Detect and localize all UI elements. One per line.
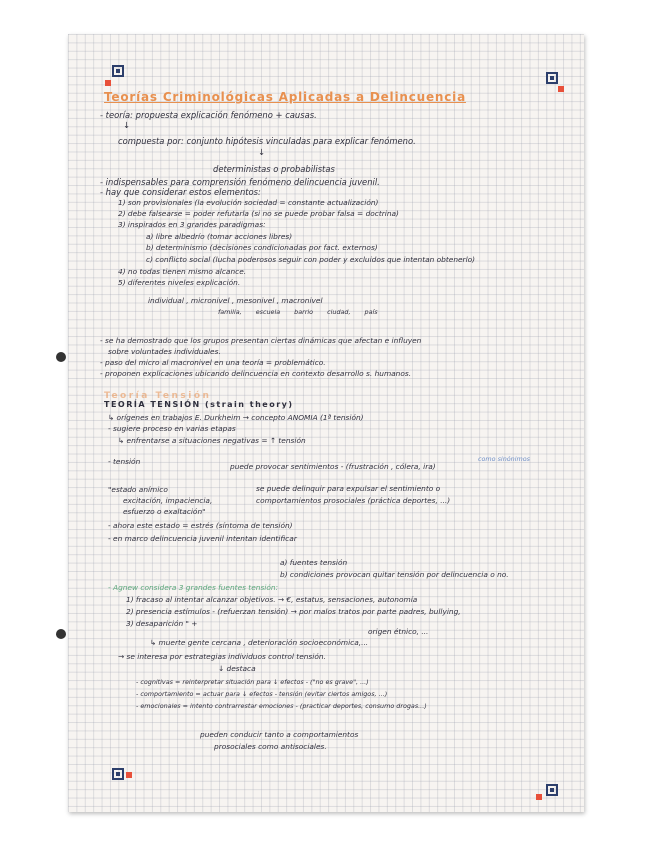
note-line: excitación, impaciencia, (123, 496, 213, 505)
note-line: c) conflicto social (lucha poderosos seguir con poder y excluidos que intentan obtenerlo) (146, 255, 476, 264)
section-heading: TEORÍA TENSIÓN (strain theory) (104, 400, 294, 409)
note-line: se puede delinquir para expulsar el sentimiento o (256, 484, 441, 493)
note-line: familia, escuela barrio ciudad, país (218, 308, 378, 316)
note-line: - paso del micro al macronivel en una teoría = problemático. (100, 358, 326, 367)
note-line: puede provocar sentimientos - (frustración , cólera, ira) (230, 462, 436, 471)
binder-ring (56, 629, 66, 639)
note-line: "estado anímico (108, 485, 168, 494)
note-line: prosociales como antisociales. (214, 742, 327, 751)
note-line: - indispensables para comprensión fenómeno delincuencia juvenil. (100, 177, 380, 187)
note-line: ↳ enfrentarse a situaciones negativas = ↑ tensión (118, 436, 306, 445)
note-line: origen étnico, ... (368, 627, 429, 636)
note-line: - Agnew considera 3 grandes fuentes tensión: (108, 583, 279, 592)
arrow: ↓ (123, 120, 131, 130)
note-line: - teoría: propuesta explicación fenómeno + causas. (100, 110, 317, 120)
note-line: 4) no todas tienen mismo alcance. (118, 267, 247, 276)
note-line: compuesta por: conjunto hipótesis vinculadas para explicar fenómeno. (118, 136, 416, 146)
notebook-page (68, 34, 584, 812)
page-title: Teorías Criminológicas Aplicadas a Delincuencia (104, 90, 466, 104)
arrow: ↓ (258, 147, 266, 157)
note-line: - tensión (108, 457, 141, 466)
note-line: b) determinismo (decisiones condicionadas por fact. externos) (146, 243, 378, 252)
note-line: esfuerzo o exaltación" (123, 507, 206, 516)
note-line: 1) son provisionales (la evolución sociedad = constante actualización) (118, 198, 379, 207)
binder-ring (56, 352, 66, 362)
section-heading-shadow: Teoría Tensión (104, 391, 212, 401)
note-line: pueden conducir tanto a comportamientos (200, 730, 359, 739)
note-line: - sugiere proceso en varias etapas (108, 424, 236, 433)
note-line: sobre voluntades individuales. (108, 347, 221, 356)
corner-dot (536, 794, 542, 800)
side-note: como sinónimos (478, 455, 530, 463)
corner-mark-top-right (546, 72, 558, 84)
note-line: comportamientos prosociales (práctica deportes, ...) (256, 496, 451, 505)
corner-mark-bottom-left (112, 768, 124, 780)
note-line: 3) inspirados en 3 grandes paradigmas: (118, 220, 266, 229)
note-line: a) fuentes tensión (280, 558, 348, 567)
note-line: 5) diferentes niveles explicación. (118, 278, 241, 287)
note-line: 2) debe falsearse = poder refutarla (si no se puede probar falsa = doctrina) (118, 209, 399, 218)
note-line: b) condiciones provocan quitar tensión por delincuencia o no. (280, 570, 509, 579)
note-line: - emocionales = intento contrarrestar emociones - (practicar deportes, consumo drogas...) (136, 702, 427, 710)
note-line: 3) desaparición " + (126, 619, 198, 628)
note-line: - hay que considerar estos elementos: (100, 187, 261, 197)
note-line: → se interesa por estrategias individuos control tensión. (118, 652, 326, 661)
note-line: a) libre albedrío (tomar acciones libres) (146, 232, 293, 241)
note-line: - ahora este estado = estrés (síntoma de tensión) (108, 521, 293, 530)
corner-dot (126, 772, 132, 778)
corner-dot (105, 80, 111, 86)
note-line: deterministas o probabilistas (213, 164, 335, 174)
note-line: ↓ destaca (218, 664, 256, 673)
corner-mark-bottom-right (546, 784, 558, 796)
note-line: ↳ muerte gente cercana , deterioración socioeconómica,... (150, 638, 369, 647)
corner-dot (558, 86, 564, 92)
note-line: - comportamiento = actuar para ↓ efectos - tensión (evitar ciertos amigos, ...) (136, 690, 388, 698)
note-line: - se ha demostrado que los grupos presentan ciertas dinámicas que afectan e influyen (100, 336, 422, 345)
note-line: 2) presencia estímulos - (refuerzan tensión) → por malos tratos por parte padres, bullying, (126, 607, 461, 616)
note-line: - en marco delincuencia juvenil intentan identificar (108, 534, 297, 543)
note-line: individual , micronivel , mesonivel , macronivel (148, 296, 323, 305)
note-line: - proponen explicaciones ubicando delincuencia en contexto desarrollo s. humanos. (100, 369, 412, 378)
note-line: - cognitivas = reinterpretar situación para ↓ efectos - ("no es grave", ...) (136, 678, 369, 686)
corner-mark-top-left (112, 65, 124, 77)
note-line: ↳ orígenes en trabajos E. Durkheim → concepto ANOMIA (1ª tensión) (108, 413, 364, 422)
note-line: 1) fracaso al intentar alcanzar objetivos. → €, estatus, sensaciones, autonomía (126, 595, 418, 604)
